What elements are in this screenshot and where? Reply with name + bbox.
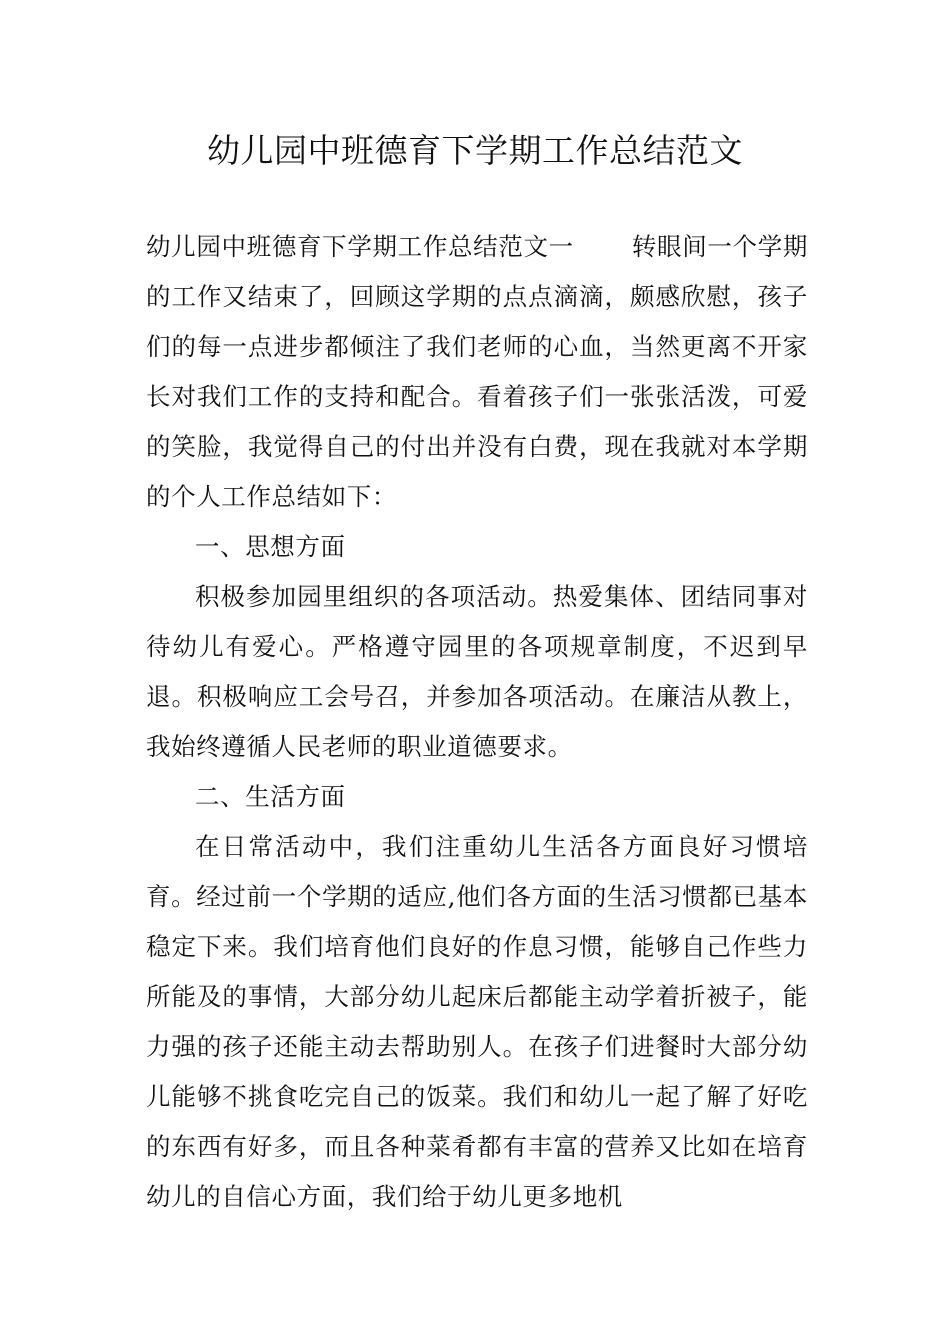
intro-text: 转眼间一个学期的工作又结束了，回顾这学期的点点滴滴，颇感欣慰，孩子们的每一点进步都倾注了我们老师的心血，当然更离不开家长对我们工作的支持和配合。看着孩子们一张张活泼，可爱的笑脸，我觉得自己的付出并没有白费，现在我就对本学期的个人工作总结如下： — [146, 232, 808, 511]
intro-paragraph — [146, 222, 808, 522]
document-title: 幼儿园中班德育下学期工作总结范文 — [207, 131, 743, 170]
section1-heading: 一、思想方面 — [195, 532, 346, 561]
intro-label: 幼儿园中班德育下学期工作总结范文一 — [146, 232, 574, 261]
section1-paragraph: 积极参加园里组织的各项活动。热爱集体、团结同事对待幼儿有爱心。严格遵守园里的各项规章制度，不迟到早退。积极响应工会号召，并参加各项活动。在廉洁从教上，我始终遵循人民老师的职业道德要求。 — [146, 582, 808, 761]
section2-heading: 二、生活方面 — [195, 782, 346, 811]
document-body — [146, 222, 808, 1222]
section2-paragraph: 在日常活动中，我们注重幼儿生活各方面良好习惯培育。经过前一个学期的适应,他们各方面的生活习惯都已基本稳定下来。我们培育他们良好的作息习惯，能够自己作些力所能及的事情，大部分幼儿起床后都能主动学着折被子，能力强的孩子还能主动去帮助别人。在孩子们进餐时大部分幼儿能够不挑食吃完自己的饭菜。我们和幼儿一起了解了好吃的东西有好多，而且各种菜肴都有丰富的营养又比如在培育幼儿的自信心方面，我们给于幼儿更多地机 — [146, 832, 808, 1211]
